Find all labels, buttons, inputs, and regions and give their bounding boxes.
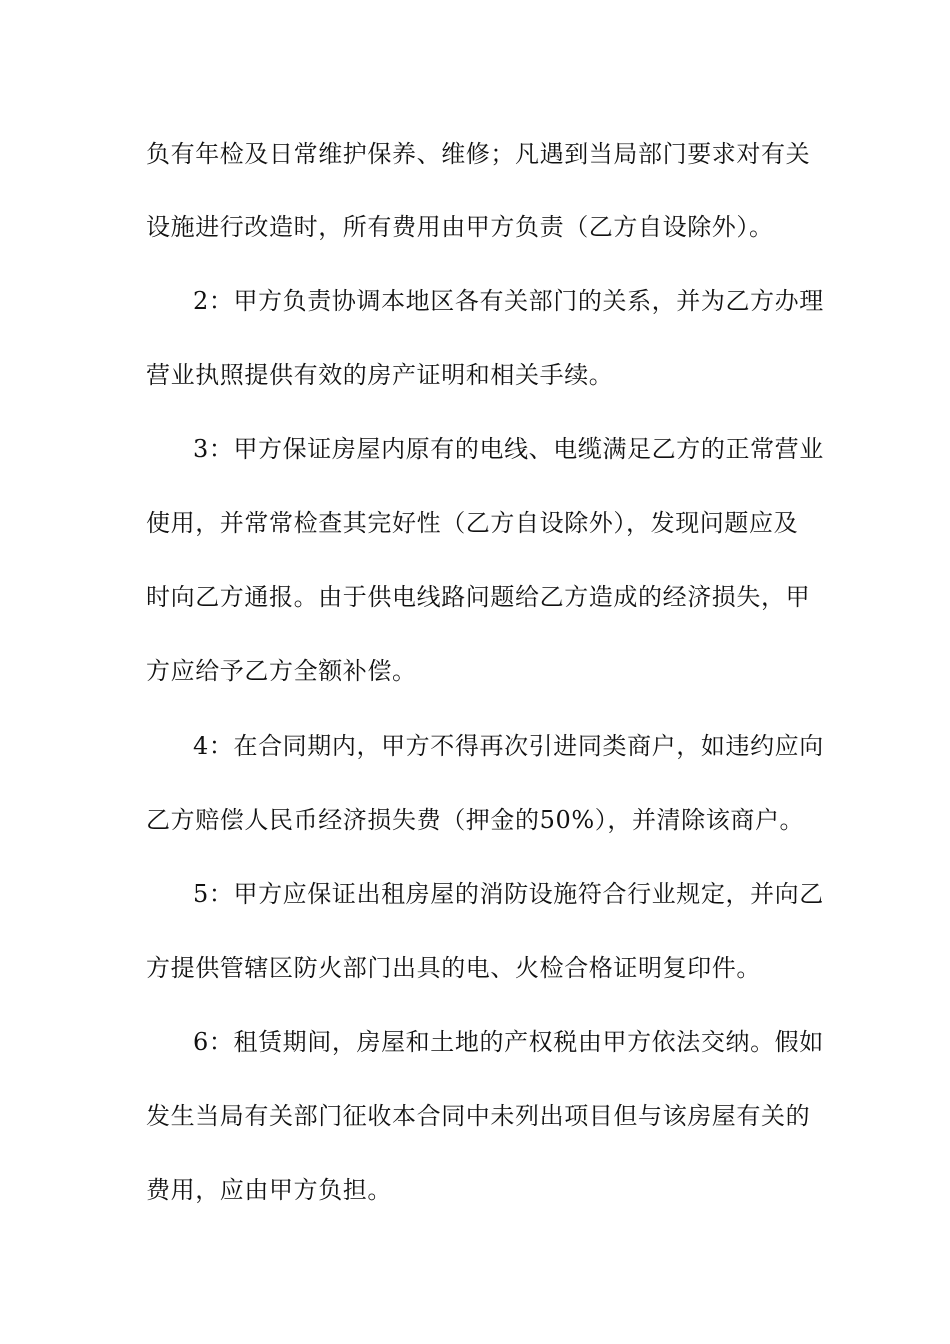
paragraph-line: 使用，并常常检查其完好性（乙方自设除外），发现问题应及 [146,509,799,537]
clause-2-line: 2：甲方负责协调本地区各有关部门的关系，并为乙方办理 [193,287,824,315]
clause-3-line: 3：甲方保证房屋内原有的电线、电缆满足乙方的正常营业 [193,435,824,463]
clause-6-line: 6：租赁期间，房屋和土地的产权税由甲方依法交纳。假如 [193,1028,824,1056]
paragraph-line: 设施进行改造时，所有费用由甲方负责（乙方自设除外）。 [146,213,774,241]
clause-5-line: 5：甲方应保证出租房屋的消防设施符合行业规定，并向乙 [193,880,824,908]
paragraph-line: 发生当局有关部门征收本合同中未列出项目但与该房屋有关的 [146,1102,811,1130]
paragraph-line: 营业执照提供有效的房产证明和相关手续。 [146,361,614,389]
paragraph-line: 乙方赔偿人民币经济损失费（押金的50%），并清除该商户。 [146,806,805,834]
paragraph-line: 方应给予乙方全额补偿。 [146,657,417,685]
paragraph-line: 方提供管辖区防火部门出具的电、火检合格证明复印件。 [146,954,761,982]
paragraph-line: 时向乙方通报。由于供电线路问题给乙方造成的经济损失，甲 [146,583,811,611]
paragraph-line: 负有年检及日常维护保养、维修；凡遇到当局部门要求对有关 [146,140,811,168]
clause-4-line: 4：在合同期内，甲方不得再次引进同类商户，如违约应向 [193,732,824,760]
paragraph-line: 费用，应由甲方负担。 [146,1176,392,1204]
